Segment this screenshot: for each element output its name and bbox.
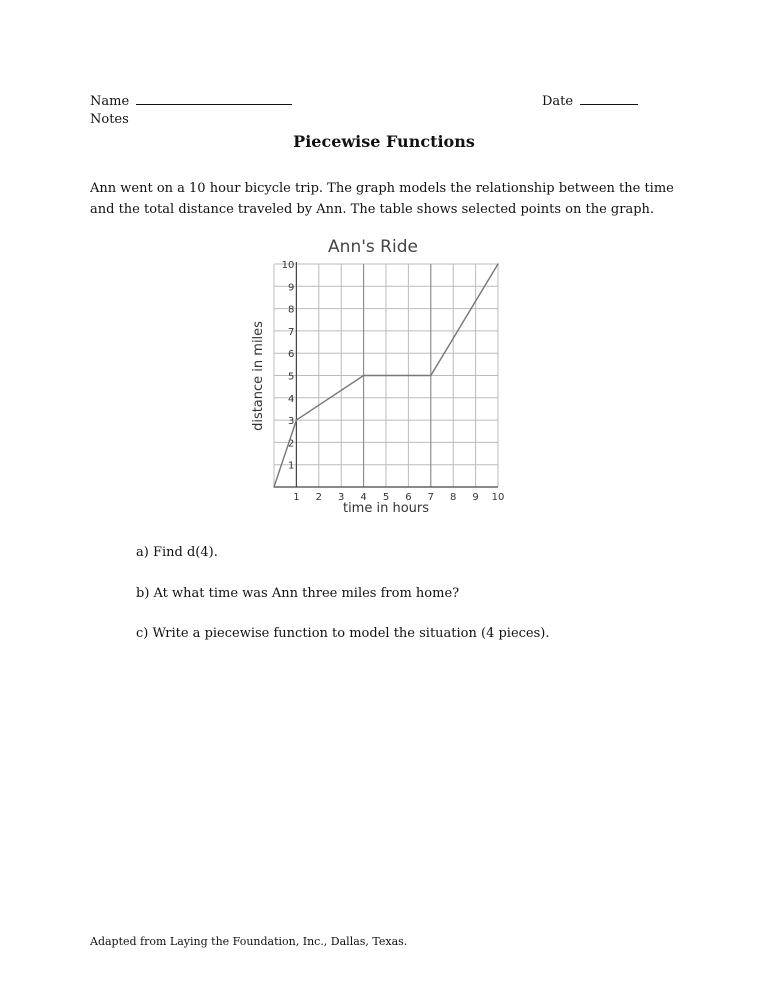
x-tick-label: 6 <box>405 492 412 503</box>
name-blank[interactable] <box>136 92 292 105</box>
date-label: Date <box>542 94 574 109</box>
y-tick-label: 7 <box>288 326 295 338</box>
y-tick-label: 5 <box>288 371 295 383</box>
y-tick-label: 3 <box>288 416 295 428</box>
question-c: c) Write a piecewise function to model the situation (4 pieces). <box>136 626 550 641</box>
y-tick-label: 1 <box>288 460 295 472</box>
anns-ride-chart <box>240 228 530 528</box>
x-tick-label: 8 <box>450 492 457 503</box>
name-field <box>90 92 292 109</box>
chart-tick-labels <box>282 260 505 503</box>
y-tick-label: 8 <box>288 304 295 316</box>
data-point <box>430 375 432 377</box>
y-axis-label: distance in miles <box>251 321 266 431</box>
x-tick-label: 1 <box>293 492 300 503</box>
x-tick-label: 7 <box>427 492 434 503</box>
date-blank[interactable] <box>580 92 638 105</box>
y-tick-label: 6 <box>288 349 295 361</box>
intro-paragraph <box>90 178 690 220</box>
data-point <box>497 263 499 265</box>
data-point <box>296 419 298 421</box>
question-a: a) Find d(4). <box>136 545 218 560</box>
notes-label: Notes <box>90 112 129 127</box>
x-axis-label: time in hours <box>342 501 430 516</box>
data-point <box>273 486 275 488</box>
x-tick-label: 5 <box>382 492 390 503</box>
data-point <box>363 375 365 377</box>
x-tick-label: 10 <box>491 492 505 503</box>
x-tick-label: 4 <box>360 492 367 503</box>
y-tick-label: 4 <box>288 393 295 405</box>
question-b: b) At what time was Ann three miles from home? <box>136 586 460 601</box>
intro-line-1: Ann went on a 10 hour bicycle trip. The graph models the relationship between the time <box>90 181 674 196</box>
y-tick-label: 2 <box>288 438 295 450</box>
x-tick-label: 9 <box>472 492 479 503</box>
page-title: Piecewise Functions <box>293 132 475 151</box>
x-tick-label: 3 <box>338 492 345 503</box>
y-tick-label: 9 <box>288 282 295 294</box>
date-field <box>542 92 638 109</box>
y-tick-label: 10 <box>281 260 295 271</box>
chart-title: Ann's Ride <box>328 237 418 257</box>
x-tick-label: 2 <box>315 492 322 503</box>
intro-line-2: and the total distance traveled by Ann. The table shows selected points on the graph. <box>90 202 655 217</box>
footer-credit: Adapted from Laying the Foundation, Inc., Dallas, Texas. <box>90 935 408 948</box>
name-label: Name <box>90 94 130 109</box>
